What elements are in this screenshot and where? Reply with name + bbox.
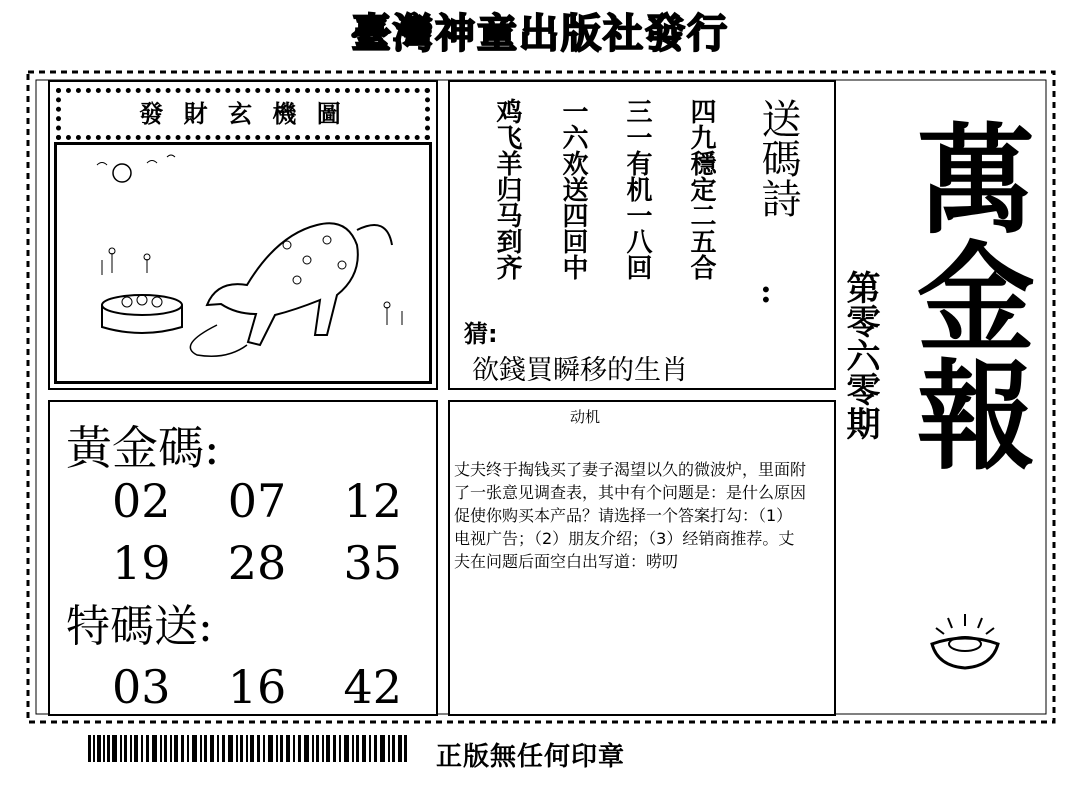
footer-note: 正版無任何印章 (436, 742, 626, 772)
issue-number: 第零六零期 (840, 270, 880, 440)
poem-line-2: 三一有机一八回 (622, 98, 652, 280)
poem-line-3: 一六欢送四回中 (558, 98, 588, 280)
poem-line-4: 鸡飞羊归马到齐 (492, 98, 522, 280)
special-code: 16 (227, 660, 287, 714)
gold-code: 12 (343, 474, 402, 528)
gold-code: 35 (343, 536, 402, 590)
gold-code: 28 (227, 536, 287, 590)
poem-heading: 送碼詩 (755, 98, 801, 218)
special-code: 42 (343, 660, 402, 714)
poem-line-1: 四九穩定二五合 (686, 98, 716, 280)
guess-label: 猜: (464, 320, 498, 348)
gold-code: 07 (227, 474, 287, 528)
gold-code: 02 (112, 474, 171, 528)
guess-text: 欲錢買瞬移的生肖 (472, 355, 688, 386)
special-label: 特碼送: (66, 601, 213, 652)
story-title: 动机 (570, 408, 601, 426)
special-codes-row (112, 660, 402, 714)
masthead-title: 萬金報 (897, 118, 1035, 472)
gold-codes-row-1 (112, 474, 402, 528)
gold-code: 19 (112, 536, 171, 590)
puzzle-title-banner (56, 88, 430, 140)
puzzle-title: 發 財 玄 機 圖 (139, 100, 347, 128)
leopard-illustration (57, 145, 429, 381)
poem-panel (448, 80, 836, 390)
story-panel (448, 400, 836, 716)
publisher-title: 臺灣神童出版社發行 (351, 11, 729, 57)
gold-codes-label: 黃金碼: (66, 421, 220, 475)
gold-codes-row-2 (112, 536, 402, 590)
gold-ingot-icon (928, 610, 1002, 672)
puzzle-panel (48, 80, 438, 390)
special-code: 03 (112, 660, 171, 714)
puzzle-illustration-frame (54, 142, 432, 384)
story-body: 丈夫终于掏钱买了妻子渴望以久的微波炉，里面附了一张意见调查表，其中有个问题是：是什么原因促使你购买本产品？请选择一个答案打勾：（1）电视广告；（2）朋友介绍；（3）经销商推荐。丈夫在问题后面空白出写道：唠叨 (454, 460, 807, 571)
gold-codes-panel (48, 400, 438, 716)
poem-heading-colon: : (760, 272, 772, 310)
barcode (88, 735, 408, 762)
